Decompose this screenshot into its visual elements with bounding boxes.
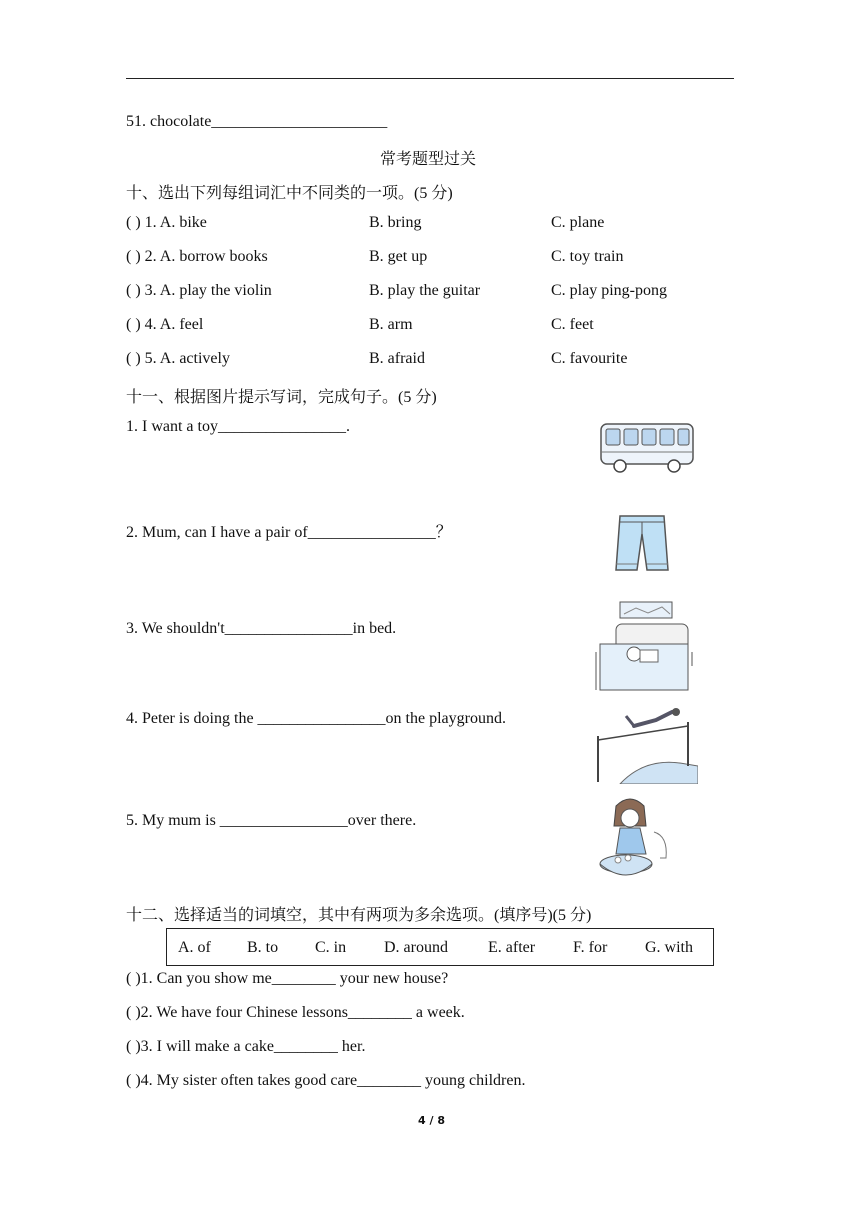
header-rule (126, 78, 734, 79)
sec10-q3: ( ) 3. A. play the violin (126, 282, 272, 299)
word-bank-box (166, 928, 714, 966)
reading-in-bed-icon (592, 600, 696, 692)
sec10-q5-c: C. favourite (551, 350, 628, 367)
option-g: G. with (645, 939, 693, 956)
option-d: D. around (384, 939, 448, 956)
sec11-q3: 3. We shouldn't________________in bed. (126, 620, 397, 637)
section-12-heading: 十二、选择适当的词填空，其中有两项为多余选项。(填序号)(5 分) (126, 907, 592, 924)
sec10-q5-b: B. afraid (369, 350, 425, 367)
section-11-heading: 十一、根据图片提示写词，完成句子。(5 分) (126, 389, 437, 406)
sec10-q2-c: C. toy train (551, 248, 624, 265)
section-10-heading: 十、选出下列每组词汇中不同类的一项。(5 分) (126, 185, 453, 202)
option-e: E. after (488, 939, 536, 956)
sec10-q4: ( ) 4. A. feel (126, 316, 204, 333)
option-f: F. for (573, 939, 608, 956)
sec10-q1-b: B. bring (369, 214, 422, 231)
section-title: 常考题型过关 (380, 151, 477, 168)
sec10-q1: ( ) 1. A. bike (126, 214, 207, 231)
sec11-q2: 2. Mum, can I have a pair of________________？ (126, 524, 452, 541)
sec10-q2: ( ) 2. A. borrow books (126, 248, 268, 265)
item-51: 51. chocolate______________________ (126, 113, 388, 130)
sec12-q1: ( )1. Can you show me________ your new house? (126, 970, 449, 987)
option-a: A. of (178, 939, 211, 956)
sec10-q4-b: B. arm (369, 316, 413, 333)
option-c: C. in (315, 939, 347, 956)
sec10-q3-c: C. play ping-pong (551, 282, 667, 299)
sec10-q1-c: C. plane (551, 214, 605, 231)
sec11-q5: 5. My mum is ________________over there. (126, 812, 417, 829)
bus-icon (598, 420, 696, 476)
high-jump-icon (590, 706, 698, 784)
sec11-q4: 4. Peter is doing the ________________on the playground. (126, 710, 506, 727)
sec10-q4-c: C. feet (551, 316, 594, 333)
shorts-icon (614, 512, 670, 576)
option-b: B. to (247, 939, 279, 956)
sec10-q5: ( ) 5. A. actively (126, 350, 230, 367)
sec12-q4: ( )4. My sister often takes good care________ young children. (126, 1072, 526, 1089)
page-number: 4 / 8 (418, 1114, 445, 1127)
sec12-q3: ( )3. I will make a cake________ her. (126, 1038, 366, 1055)
sec11-q1: 1. I want a toy________________. (126, 418, 350, 435)
washing-clothes-icon (594, 796, 676, 882)
sec12-q2: ( )2. We have four Chinese lessons________ a week. (126, 1004, 465, 1021)
sec10-q3-b: B. play the guitar (369, 282, 481, 299)
sec10-q2-b: B. get up (369, 248, 428, 265)
